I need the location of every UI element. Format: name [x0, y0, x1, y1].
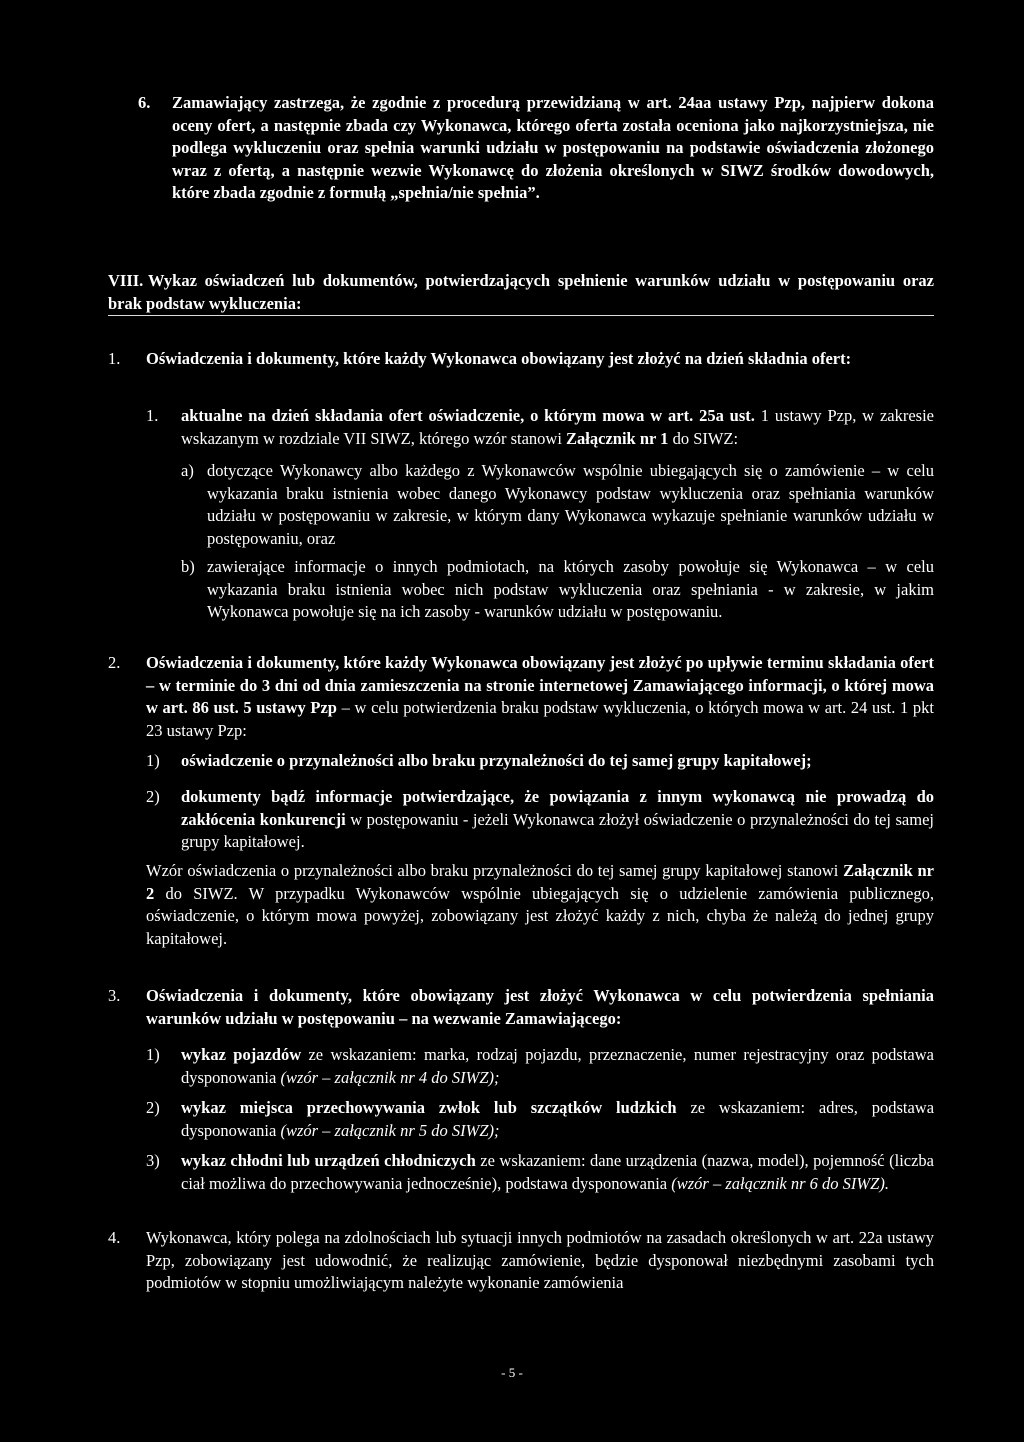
point-3-item-2-bold: wykaz miejsca przechowywania zwłok lub szczątków ludzkich: [181, 1098, 677, 1117]
point-3-item-3-text: [181, 1150, 934, 1195]
point-1-sub-text: [181, 405, 934, 450]
point-2-title-rest: – w celu potwierdzenia braku podstaw wykluczenia, o których mowa w art. 24 ust. 1 pkt 23 ustawy Pzp:: [146, 698, 935, 740]
point-1-number: 1.: [108, 349, 121, 368]
heading-underline: [108, 315, 934, 316]
section-viii-title: Wykaz oświadczeń lub dokumentów, potwierdzających spełnienie warunków udziału w postępowaniu oraz brak podstaw wykluczenia:: [108, 271, 934, 313]
point-2-number: 2.: [108, 653, 121, 672]
page-number: - 5 -: [501, 1365, 523, 1380]
point-2-item-2-bold: dokumenty bądź informacje potwierdzające, że powiązania z innym wykonawcą nie prowadzą do zakłócenia konkurencji: [181, 787, 934, 829]
point-3-item-2-rest: ze wskazaniem: adres, podstawa dysponowania: [181, 1098, 935, 1140]
point-3-item-2-number: 2): [146, 1098, 160, 1117]
point-3-item-3-number: 3): [146, 1151, 160, 1170]
point-3-number: 3.: [108, 986, 121, 1005]
attachment-1-ref: Załącznik nr 1: [566, 428, 669, 448]
section-6-number: 6.: [138, 93, 151, 112]
item-a-text: dotyczące Wykonawcy albo każdego z Wykonawców wspólnie ubiegających się o zamówienie – w celu wykazania braku istnienia wobec danego Wykonawcy podstaw wykluczenia oraz spełniania warunków udziału w postępowaniu w zakresie, w którym dany Wykonawca wykazuje spełnianie warunków udziału w postępowaniu, oraz: [207, 461, 934, 548]
point-3-item-1-ref: (wzór – załącznik nr 4 do SIWZ);: [280, 1067, 500, 1087]
point-2-item-1-number: 1): [146, 751, 160, 770]
item-b-text: zawierające informacje o innych podmiotach, na których zasoby powołuje się Wykonawca – w celu wykazania braku istnienia wobec nich podstaw wykluczenia oraz spełniania - w zakresie, w jakim Wykonawca powołuje się na ich zasoby - warunków udziału w postępowaniu.: [207, 557, 934, 622]
point-4-number: 4.: [108, 1228, 121, 1247]
point-2-title: [146, 652, 934, 742]
point-3-item-1-rest: ze wskazaniem: marka, rodzaj pojazdu, przeznaczenie, numer rejestracyjny oraz podstawa dysponowania: [181, 1045, 934, 1087]
point-2-title-bold: Oświadczenia i dokumenty, które każdy Wykonawca obowiązany jest złożyć po upływie terminu składania ofert – w terminie do 3 dni od dnia zamieszczenia na stronie internetowej Zamawiającego informacji, o której mowa w art. 86 ust. 5 ustawy Pzp: [146, 653, 934, 718]
point-2-note: [146, 860, 934, 950]
point-3-item-3-ref: (wzór – załącznik nr 6 do SIWZ).: [671, 1173, 889, 1193]
point-3-item-2-ref: (wzór – załącznik nr 5 do SIWZ);: [280, 1120, 500, 1140]
point-1-sub-bold: aktualne na dzień składania ofert oświadczenie, o którym mowa w art. 25a ust.: [181, 406, 755, 425]
point-1-sub-rest: 1 ustawy Pzp, w zakresie wskazanym w rozdziale VII SIWZ, którego wzór stanowi: [181, 406, 934, 448]
point-2-item-2-number: 2): [146, 787, 160, 806]
point-2-item-2-rest: w postępowaniu - jeżeli Wykonawca złożył oświadczenie o przynależności do tej samej grupy kapitałowej.: [181, 809, 934, 852]
point-3-item-2-text: [181, 1097, 934, 1142]
point-3-title: Oświadczenia i dokumenty, które obowiązany jest złożyć Wykonawca w celu potwierdzenia spełniania warunków udziału w postępowaniu – na wezwanie Zamawiającego:: [146, 986, 934, 1028]
section-6-text: Zamawiający zastrzega, że zgodnie z procedurą przewidzianą w art. 24aa ustawy Pzp, najpierw dokona oceny ofert, a następnie zbada czy Wykonawca, którego oferta została oceniona jako najkorzystniejsza, nie podlega wykluczeniu oraz spełnia warunki udziału w postępowaniu na podstawie oświadczenia złożonego wraz z ofertą, a następnie wezwie Wykonawcę do złożenia określonych w SIWZ środków dowodowych, które zbada zgodnie z formułą „spełnia/nie spełnia”.: [172, 93, 934, 203]
point-1-sub-end: do SIWZ:: [672, 428, 739, 448]
point-1-title: Oświadczenia i dokumenty, które każdy Wykonawca obowiązany jest złożyć na dzień składnia ofert:: [146, 349, 852, 368]
point-3-item-1-number: 1): [146, 1045, 160, 1064]
point-3-item-3-bold: wykaz chłodni lub urządzeń chłodniczych: [181, 1151, 476, 1170]
point-4-text: Wykonawca, który polega na zdolnościach lub sytuacji innych podmiotów na zasadach określonych w art. 22a ustawy Pzp, zobowiązany jest udowodnić, że realizując zamówienie, będzie dysponował niezbędnymi zasobami tych podmiotów w stopniu umożliwiającym należyte wykonanie zamówienia: [146, 1228, 934, 1293]
item-a-label: a): [181, 461, 194, 480]
point-2-note-a: Wzór oświadczenia o przynależności albo braku przynależności do tej samej grupy kapitałowej stanowi: [146, 861, 839, 880]
attachment-2-ref: Załącznik nr 2: [146, 861, 935, 903]
point-1-sub-number: 1.: [146, 406, 159, 425]
point-2-item-1-text: oświadczenie o przynależności albo braku przynależności do tej samej grupy kapitałowej;: [181, 751, 812, 770]
point-3-item-3-rest: ze wskazaniem: dane urządzenia (nazwa, model), pojemność (liczba ciał możliwa do przechowywania jednocześnie), podstawa dysponowania: [181, 1151, 934, 1193]
point-2-item-2-text: [181, 786, 934, 854]
item-b-label: b): [181, 557, 195, 576]
point-2-note-b: do SIWZ. W przypadku Wykonawców wspólnie ubiegających się o udzielenie zamówienia publicznego, oświadczenie, o którym mowa powyżej, zobowiązany jest złożyć każdy z nich, chyba że należą do jednej grupy kapitałowej.: [146, 883, 935, 948]
point-3-item-1-text: [181, 1044, 934, 1089]
section-viii-number: VIII.: [108, 271, 144, 290]
point-3-item-1-bold: wykaz pojazdów: [181, 1045, 302, 1064]
